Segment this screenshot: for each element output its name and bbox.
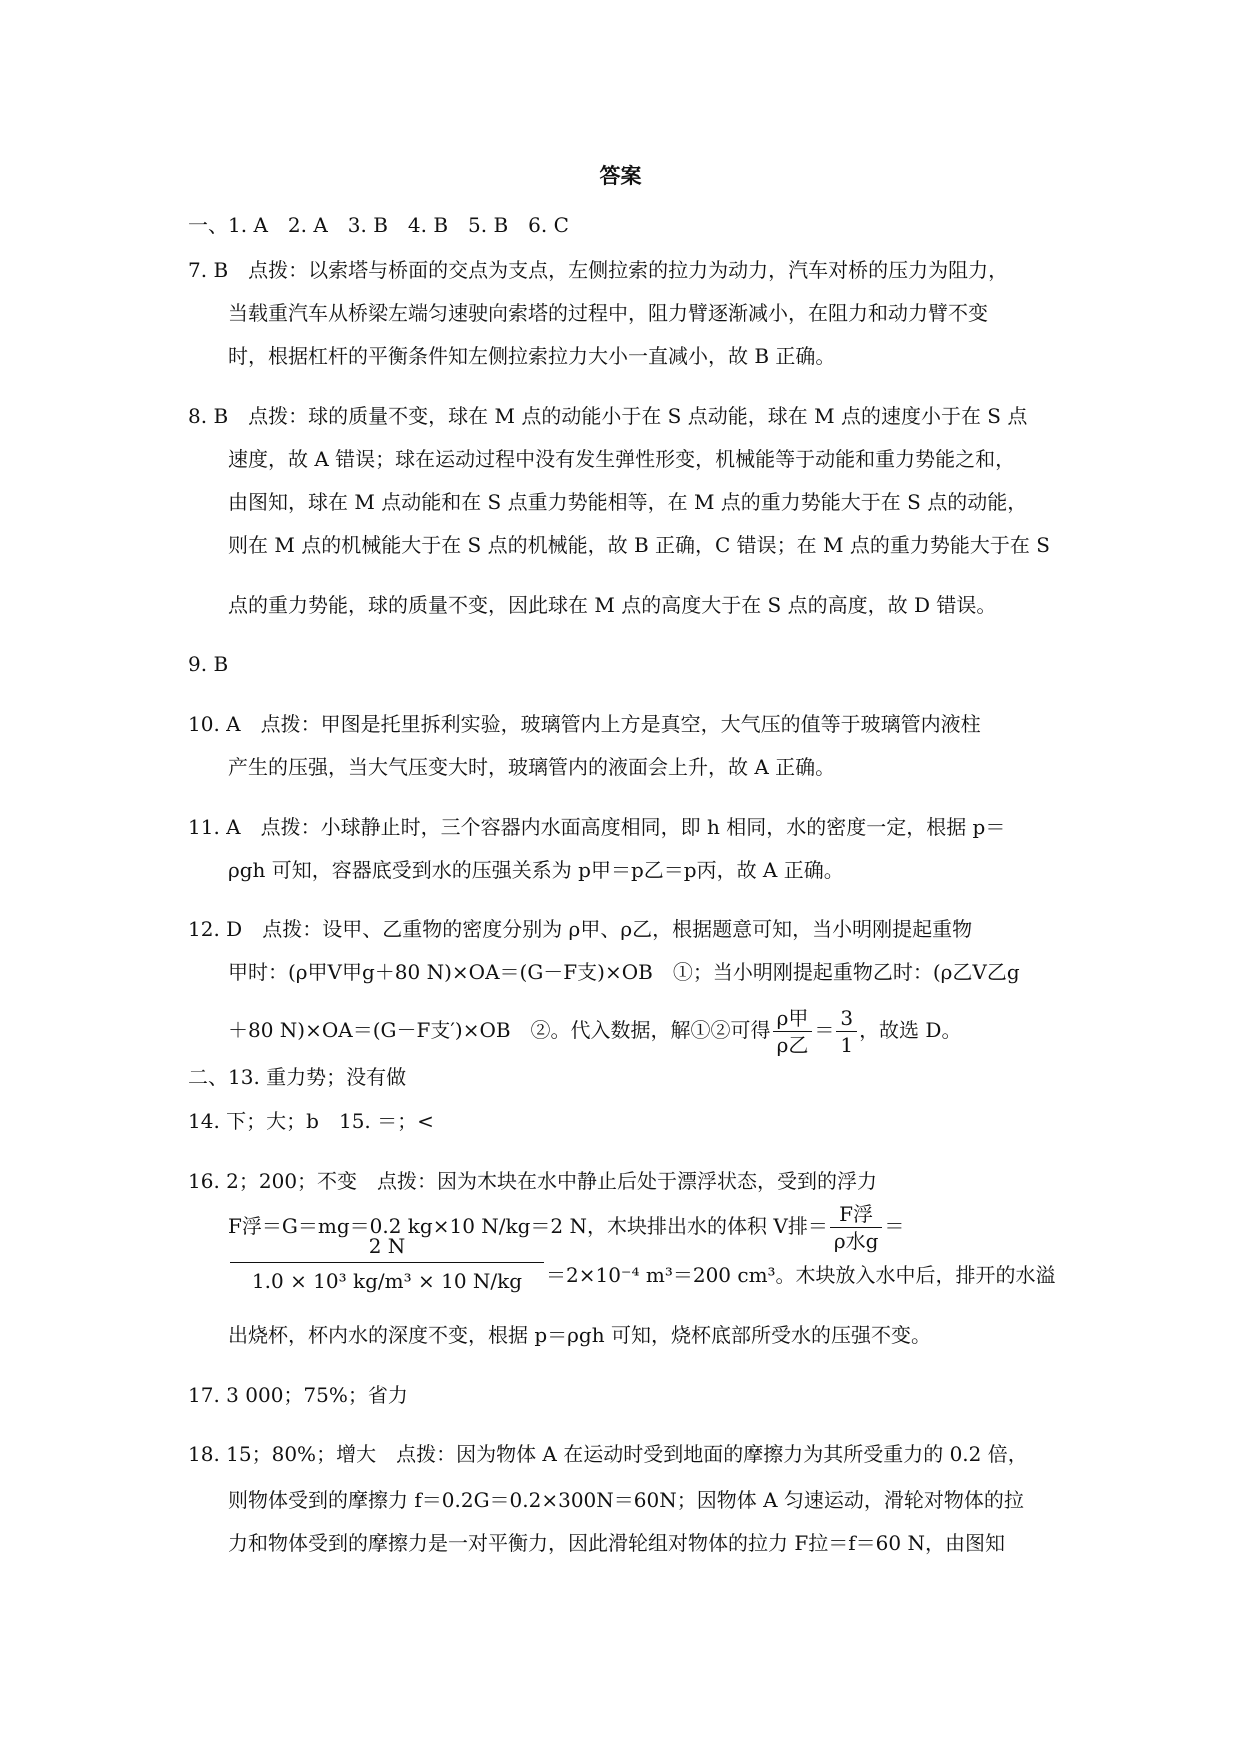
density-ratio-fraction bbox=[773, 1007, 813, 1056]
answer-line-with-fraction: F浮＝G＝mg＝0.2 kg×10 N/kg＝2 N，木块排出水的体积 V排＝ $\frac{\text{F浮}}{\text{ρ水g}}$ ＝ bbox=[228, 1202, 905, 1253]
answer-line: 时，根据杠杆的平衡条件知左侧拉索拉力大小一直减小，故 B 正确。 bbox=[228, 344, 836, 368]
answer-line: 7. B 点拨：以索塔与桥面的交点为支点，左侧拉索的拉力为动力，汽车对桥的压力为阻力， bbox=[188, 258, 1009, 282]
volume-fraction bbox=[830, 1203, 883, 1252]
answer-line: 12. D 点拨：设甲、乙重物的密度分别为 ρ甲、ρ乙，根据题意可知，当小明刚提起重物 bbox=[188, 917, 973, 941]
answer-line: 出烧杯，杯内水的深度不变，根据 p＝ρgh 可知，烧杯底部所受水的压强不变。 bbox=[228, 1323, 931, 1347]
answer-line: 17. 3 000；75%；省力 bbox=[188, 1383, 408, 1407]
answer-line: 9. B bbox=[188, 652, 229, 676]
page-title: 答案 bbox=[599, 164, 642, 188]
answer-line: 当载重汽车从桥梁左端匀速驶向索塔的过程中，阻力臂逐渐减小，在阻力和动力臂不变 bbox=[228, 301, 988, 325]
answer-line: 8. B 点拨：球的质量不变，球在 M 点的动能小于在 S 点动能，球在 M 点的速度小于在 S 点 bbox=[188, 404, 1028, 428]
answer-line: 18. 15；80%；增大 点拨：因为物体 A 在运动时受到地面的摩擦力为其所受重力的 0.2 倍， bbox=[188, 1442, 1028, 1466]
answer-text: ，故选 D。 bbox=[859, 1018, 962, 1042]
answer-text: ＋80 N)×OA＝(G－F支′)×OB ②。代入数据，解①②可得 bbox=[228, 1018, 771, 1042]
volume-calc-denominator: 1.0 × 10³ kg/m³ × 10 N/kg bbox=[230, 1262, 544, 1293]
answer-line: 点的重力势能，球的质量不变，因此球在 M 点的高度大于在 S 点的高度，故 D 错误。 bbox=[228, 593, 997, 617]
volume-calc-numerator: 2 N bbox=[368, 1234, 406, 1258]
answer-line: 二、13. 重力势；没有做 bbox=[188, 1065, 407, 1089]
answer-line: 甲时：(ρ甲V甲g＋80 N)×OA＝(G－F支)×OB ①；当小明刚提起重物乙时：(ρ乙V乙g bbox=[228, 960, 1020, 984]
fraction-numerator: ρ甲 bbox=[773, 1007, 813, 1032]
answer-line-with-fraction: ＋80 N)×OA＝(G－F支′)×OB ②。代入数据，解①②可得 $\frac{\text{ρ甲}}{\text{ρ乙}}$ ＝ $\frac{3}{1}$ ，故选 D。 bbox=[228, 1006, 962, 1057]
answer-line: 11. A 点拨：小球静止时，三个容器内水面高度相同，即 h 相同，水的密度一定，根据 p＝ bbox=[188, 815, 1006, 839]
answer-line: 则在 M 点的机械能大于在 S 点的机械能，故 B 正确，C 错误；在 M 点的重力势能大于在 S bbox=[228, 533, 1050, 557]
fraction-denominator: 1 bbox=[840, 1033, 854, 1057]
answer-line: 产生的压强，当大气压变大时，玻璃管内的液面会上升，故 A 正确。 bbox=[228, 755, 836, 779]
answer-line: ρgh 可知，容器底受到水的压强关系为 p甲＝p乙＝p丙，故 A 正确。 bbox=[228, 858, 844, 882]
fraction-numerator: 3 bbox=[836, 1007, 857, 1032]
answer-line: 则物体受到的摩擦力 f＝0.2G＝0.2×300N＝60N；因物体 A 匀速运动，滑轮对物体的拉 bbox=[228, 1488, 1024, 1512]
answer-line: 14. 下；大；b 15. ＝；< bbox=[188, 1109, 434, 1133]
answer-line: 由图知，球在 M 点动能和在 S 点重力势能相等，在 M 点的重力势能大于在 S 点的动能， bbox=[228, 490, 1028, 514]
fraction-numerator: F浮 bbox=[830, 1203, 883, 1228]
answer-line: 16. 2；200；不变 点拨：因为木块在水中静止后处于漂浮状态，受到的浮力 bbox=[188, 1169, 878, 1193]
answer-line: 10. A 点拨：甲图是托里拆利实验，玻璃管内上方是真空，大气压的值等于玻璃管内液柱 bbox=[188, 712, 981, 736]
ratio-value-fraction bbox=[836, 1007, 857, 1056]
answer-line: 速度，故 A 错误；球在运动过程中没有发生弹性形变，机械能等于动能和重力势能之和， bbox=[228, 447, 1016, 471]
fraction-denominator: ρ乙 bbox=[776, 1033, 809, 1057]
answer-line: 力和物体受到的摩擦力是一对平衡力，因此滑轮组对物体的拉力 F拉＝f＝60 N，由图知 bbox=[228, 1531, 1005, 1555]
answer-line: ＝2×10⁻⁴ m³＝200 cm³。木块放入水中后，排开的水溢 bbox=[546, 1263, 1056, 1287]
answer-text: F浮＝G＝mg＝0.2 kg×10 N/kg＝2 N，木块排出水的体积 V排＝ bbox=[228, 1214, 828, 1238]
fraction-denominator: ρ水g bbox=[833, 1229, 879, 1253]
answer-line: 一、1. A 2. A 3. B 4. B 5. B 6. C bbox=[188, 213, 569, 237]
